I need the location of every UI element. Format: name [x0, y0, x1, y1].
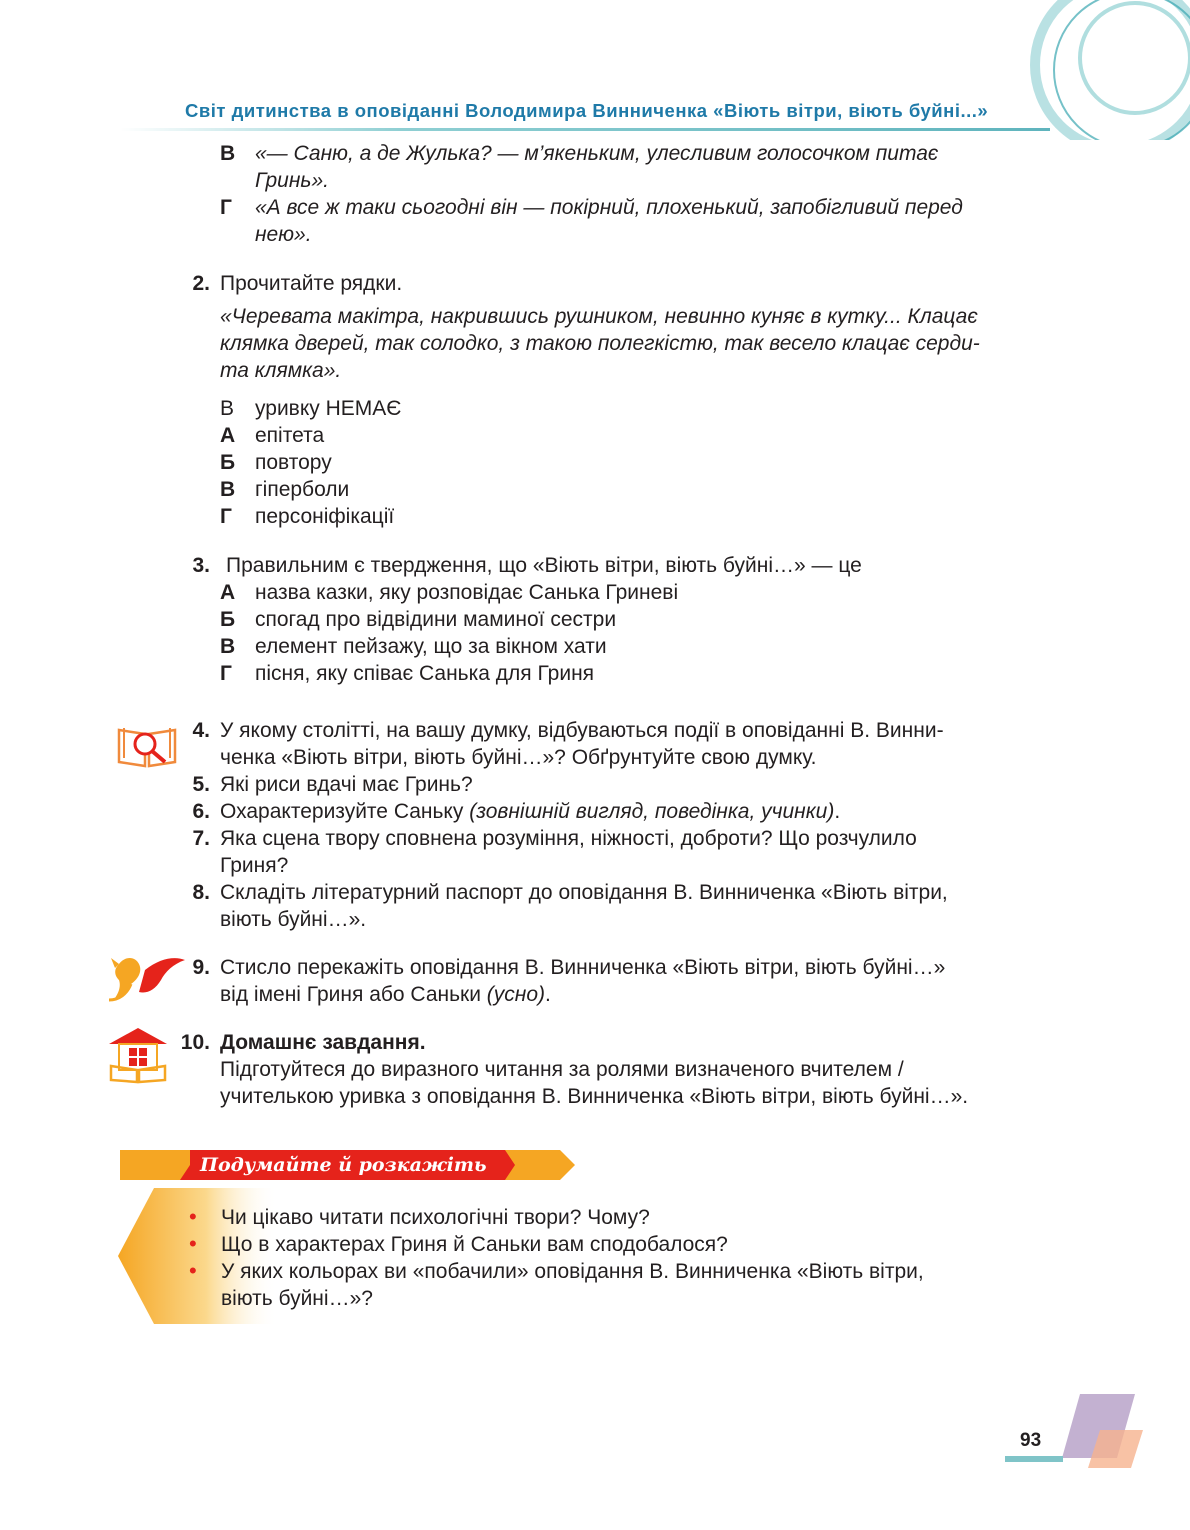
question-text-italic: (усно) — [486, 983, 546, 1006]
answer-option — [220, 422, 324, 449]
question-8 — [170, 879, 1050, 933]
bullet-icon: • — [189, 1258, 197, 1283]
answer-option — [220, 503, 394, 530]
question-number: 4. — [192, 719, 210, 742]
discussion-title: Подумайте й розкажіть — [200, 1154, 487, 1176]
question-number: 7. — [192, 827, 210, 850]
question-6 — [170, 798, 1050, 825]
question-number: 6. — [192, 800, 210, 823]
question-number: 10. — [180, 1031, 210, 1054]
option-text: елемент пейзажу, що за вікном хати — [255, 635, 607, 658]
option-letter: Г — [220, 505, 232, 528]
option-text: Гринь». — [255, 169, 329, 192]
option-letter: Г — [220, 662, 232, 685]
bullet-icon: • — [189, 1231, 197, 1256]
option-letter: А — [220, 424, 236, 447]
question-prompt: Правильним є твердження, що «Віють вітри, віють буйні…» — це — [226, 554, 862, 577]
list-item-text: віють буйні…»? — [221, 1287, 373, 1310]
stem-text: уривку НЕМАЄ — [255, 397, 402, 420]
stem-letter: В — [220, 397, 235, 420]
question-text: Які риси вдачі має Гринь? — [220, 773, 473, 796]
header-rule — [120, 128, 1050, 131]
q1-option — [220, 194, 1050, 248]
question-text-main: від імені Гриня або Саньки — [220, 983, 481, 1006]
question-text: Яка сцена твору сповнена розуміння, ніжності, доброти? Що розчулило — [220, 827, 917, 850]
answer-option — [220, 633, 607, 660]
question-number: 8. — [192, 881, 210, 904]
option-text: «А все ж таки сьогодні він — покірний, плохенький, запобігливий перед — [255, 196, 963, 219]
answer-option — [220, 449, 332, 476]
answer-option — [220, 660, 594, 687]
list-item-text: Що в характерах Гриня й Саньки вам сподобалося? — [221, 1233, 728, 1256]
discussion-list — [185, 1204, 1050, 1312]
list-item — [185, 1231, 1050, 1258]
question-text — [220, 798, 1050, 825]
question-9 — [170, 954, 1050, 1008]
bullet-icon: • — [189, 1204, 197, 1229]
option-letter: Г — [220, 196, 232, 219]
homework-title: Домашнє завдання. — [220, 1031, 426, 1054]
option-text: епітета — [255, 424, 325, 447]
question-10 — [160, 1029, 1050, 1110]
question-number: 3. — [192, 554, 210, 577]
option-text: назва казки, яку розповідає Санька Гриневі — [255, 581, 679, 604]
option-letter: Б — [220, 608, 236, 631]
question-2 — [170, 270, 1050, 530]
question-number: 9. — [192, 956, 210, 979]
option-letter: Б — [220, 451, 236, 474]
quote-line: клямка дверей, так солодко, з такою полегкістю, так весело клацає серди- — [220, 332, 980, 355]
answer-option — [220, 476, 349, 503]
question-stem — [220, 395, 401, 422]
option-text: гіперболи — [255, 478, 350, 501]
question-text: Гриня? — [220, 854, 289, 877]
question-text: Складіть літературний паспорт до оповідання В. Винниченка «Віють вітри, — [220, 881, 948, 904]
question-number: 5. — [192, 773, 210, 796]
page-number: 93 — [1020, 1430, 1042, 1451]
question-3 — [170, 552, 1050, 692]
q1-option — [220, 140, 1050, 194]
question-4 — [170, 717, 1050, 771]
question-text: віють буйні…». — [220, 908, 367, 931]
question-prompt: Прочитайте рядки. — [220, 272, 403, 295]
answer-option — [220, 579, 678, 606]
option-text: пісня, яку співає Санька для Гриня — [255, 662, 595, 685]
question-text — [220, 981, 1050, 1008]
list-item — [185, 1258, 1050, 1312]
option-text: «— Саню, а де Жулька? — м’якеньким, улесливим голосочком питає — [255, 142, 939, 165]
option-text: спогад про відвідини маминої сестри — [255, 608, 617, 631]
question-text-italic: (зовнішній вигляд, поведінка, учинки) — [469, 800, 835, 823]
quote-line: та клямка». — [220, 359, 342, 382]
option-text: повтору — [255, 451, 332, 474]
question-number: 2. — [192, 272, 210, 295]
answer-option — [220, 606, 616, 633]
option-text: персоніфікації — [255, 505, 395, 528]
list-item-text: У яких кольорах ви «побачили» оповідання В. Винниченка «Віють вітри, — [221, 1260, 924, 1283]
question-text-main: Охарактеризуйте Саньку — [220, 800, 464, 823]
option-letter: А — [220, 581, 236, 604]
quote-line: «Черевата макітра, накрившись рушником, невинно куняє в кутку... Клацає — [220, 305, 978, 328]
question-text-end: . — [545, 983, 551, 1006]
question-5 — [170, 771, 1050, 798]
question-text: ченка «Віють вітри, віють буйні…»? Обґрунтуйте свою думку. — [220, 746, 817, 769]
question-text-end: . — [834, 800, 841, 823]
question-text: учителькою уривка з оповідання В. Винниченка «Віють вітри, віють буйні…». — [220, 1085, 969, 1108]
option-text: нею». — [255, 223, 312, 246]
option-letter: В — [220, 478, 236, 501]
option-letter: В — [220, 142, 236, 165]
question-7 — [170, 825, 1050, 879]
question-text: Стисло перекажіть оповідання В. Винниченка «Віють вітри, віють буйні…» — [220, 956, 946, 979]
decorative-circles — [1020, 0, 1190, 140]
question-text: У якому столітті, на вашу думку, відбуваються події в оповіданні В. Винни- — [220, 719, 944, 742]
question-text: Підготуйтеся до виразного читання за ролями визначеного вчителем / — [220, 1058, 904, 1081]
list-item — [185, 1204, 1050, 1231]
list-item-text: Чи цікаво читати психологічні твори? Чому? — [221, 1206, 650, 1229]
option-letter: В — [220, 635, 236, 658]
running-header: Світ дитинства в оповіданні Володимира Винниченка «Віють вітри, віють буйні...» — [185, 100, 989, 121]
